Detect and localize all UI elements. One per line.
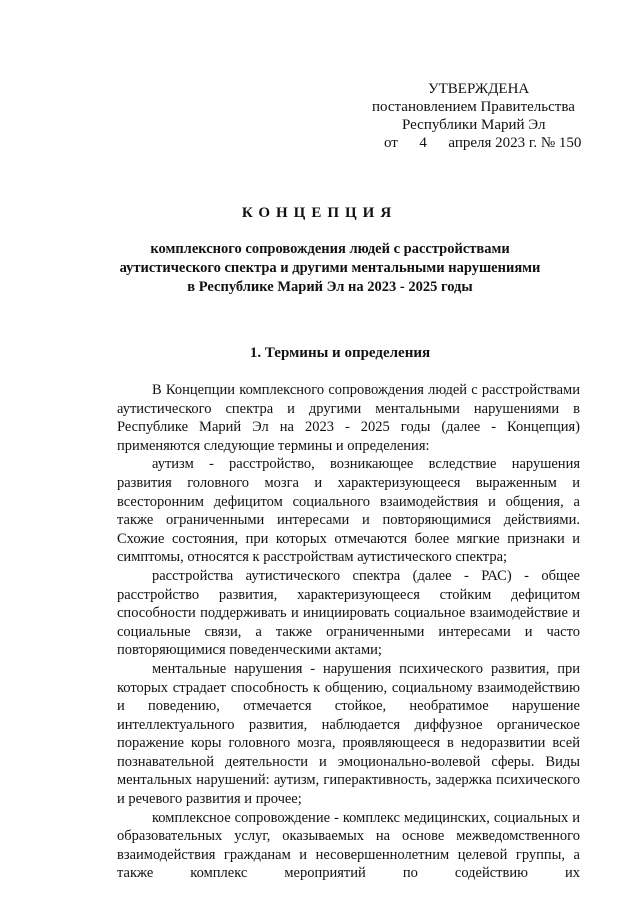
paragraph-autism: аутизм - расстройство, возникающее вследствие нарушения развития головного мозга и характеризующееся выраженным и всесторонним дефицитом социального взаимодействия и общения, а также ограниченными интересами и повторяющимися действиями. Схожие состояния, при которых отмечаются более мягкие признаки и симптомы, относятся к расстройствам аутистического спектра; — [117, 456, 580, 566]
approval-date-prefix: от — [384, 135, 398, 151]
document-subtitle — [100, 240, 560, 297]
approval-stamp — [372, 80, 592, 152]
subtitle-line: комплексного сопровождения людей с расстройствами — [150, 241, 510, 257]
approval-number: 150 — [558, 135, 582, 151]
approval-day: 4 — [419, 135, 427, 151]
paragraph-mental-disorders: ментальные нарушения - нарушения психического развития, при которых страдает способность к общению, социальному взаимодействию и поведению, отмечается стойкое, необратимое нарушение интеллектуального развития, наблюдается диффузное органическое поражение коры головного мозга, проявляющееся в недоразвитии всей познавательной деятельности и эмоционально-волевой сферы. Виды ментальных нарушений: аутизм, гиперактивность, задержка психического и речевого развития и прочее; — [117, 660, 580, 808]
paragraph-complex-support: комплексное сопровождение - комплекс медицинских, социальных и образовательных услуг, оказываемых на основе межведомственного взаимодействия гражданам и несовершеннолетним целевой группы, а также комплекс мероприятий по содействию их — [117, 809, 580, 882]
approval-line-republic: Республики Марий Эл — [402, 117, 546, 133]
approval-title: УТВЕРЖДЕНА — [428, 81, 530, 97]
approval-line-government: постановлением Правительства — [372, 99, 575, 115]
document-title: КОНЦЕПЦИЯ — [241, 205, 398, 221]
subtitle-line: в Республике Марий Эл на 2023 - 2025 годы — [187, 279, 473, 295]
approval-date-line — [384, 134, 592, 152]
approval-date-rest: апреля 2023 г. № — [448, 135, 556, 151]
subtitle-line: аутистического спектра и другими ментальными нарушениями — [119, 260, 541, 276]
section-heading: 1. Термины и определения — [249, 345, 431, 361]
paragraph-ras: расстройства аутистического спектра (далее - РАС) - общее расстройство развития, характеризующееся стойким дефицитом способности поддерживать и инициировать социальное взаимодействие и социальные связи, а также ограниченными интересами и часто повторяющимися поведенческими актами; — [117, 567, 580, 659]
paragraph-intro: В Концепции комплексного сопровождения людей с расстройствами аутистического спектра и другими ментальными нарушениями в Республике Марий Эл на 2023 - 2025 годы (далее - Концепция) применяются следующие термины и определения: — [117, 382, 580, 454]
document-body — [117, 381, 580, 883]
